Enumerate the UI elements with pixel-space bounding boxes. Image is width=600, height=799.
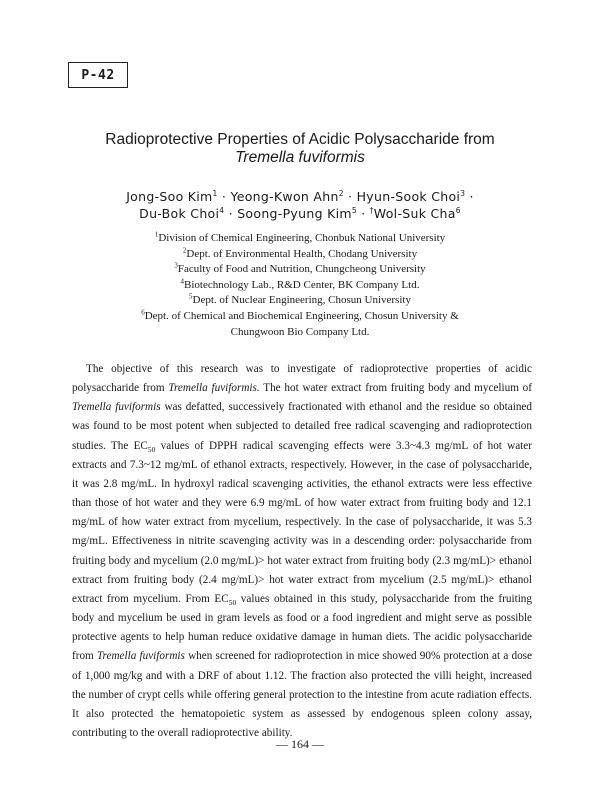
poster-id-box: P-42 bbox=[68, 62, 128, 88]
affiliation-text: Faculty of Food and Nutrition, Chungcheong University bbox=[177, 263, 426, 276]
page-number: — 164 — bbox=[276, 737, 324, 751]
affiliation-text: Dept. of Environmental Health, Chodang University bbox=[186, 247, 418, 260]
author-name: Jong-Soo Kim bbox=[126, 189, 213, 204]
affiliation-line bbox=[110, 278, 490, 294]
affiliation-text: Chungwoon Bio Company Ltd. bbox=[230, 325, 370, 338]
affiliation-sup: 3 bbox=[174, 261, 178, 270]
affiliation-sup: 5 bbox=[189, 292, 193, 301]
affiliation-line bbox=[110, 309, 490, 325]
affiliation-sup: 2 bbox=[182, 245, 187, 254]
affiliation-sup: 1 bbox=[154, 230, 159, 239]
author-name: Hyun-Sook Choi bbox=[356, 189, 461, 204]
subscript: 50 bbox=[147, 444, 156, 454]
abstract-text: was defatted, successively fractionated with ethanol and the residue so obtained was found to be most potent when subjected to detailed free radical scavenging and radioprotection studies. The EC bbox=[72, 401, 532, 452]
affiliation-line bbox=[110, 293, 490, 309]
subscript: 50 bbox=[228, 598, 237, 608]
abstract-text: values obtained in this study, polysaccharide from the fruiting body and mycelium be used in gram levels as food or a food ingredient and might serve as possible protective agents to help human reduce oxidative damage in human diets. The acidic polysaccharide from bbox=[72, 592, 532, 663]
abstract-text: when screened for radioprotection in mice showed 90% protection at a dose of 1,000 mg/kg and with a DRF of about 1.12. The fraction also protected the villi height, increased the number of crypt cells while offering general protection to the intestine from acute radiation effects. It also protected the hematopoietic system as assessed by endogenous spleen colony assay, contributing to the overall radioprotective ability. bbox=[72, 650, 532, 739]
author-separator: · bbox=[465, 189, 474, 204]
title-line-1: Radioprotective Properties of Acidic Polysaccharide from bbox=[105, 131, 495, 148]
affiliation-sup: 6 bbox=[141, 308, 145, 317]
author-separator: · bbox=[224, 206, 238, 221]
authors-line-2 bbox=[60, 206, 540, 221]
author-sup: 6 bbox=[455, 205, 461, 215]
affiliation-text: Dept. of Nuclear Engineering, Chosun University bbox=[192, 294, 411, 307]
author-sup: 2 bbox=[338, 188, 344, 198]
abstract-text: The hot water extract from fruiting body and mycelium of bbox=[259, 382, 532, 395]
affiliation-line bbox=[110, 231, 490, 247]
author-sup: 5 bbox=[351, 205, 357, 215]
author-name: Soong-Pyung Kim bbox=[237, 206, 352, 221]
title-line-2: Tremella fuviformis bbox=[235, 149, 365, 166]
affiliation-line bbox=[110, 325, 490, 341]
affiliations bbox=[110, 231, 490, 340]
affiliation-text: Biotechnology Lab., R&D Center, BK Company Ltd. bbox=[184, 278, 420, 291]
species-name: Tremella fuviformis bbox=[96, 650, 185, 663]
author-sup: 1 bbox=[212, 188, 218, 198]
affiliation-text: Dept. of Chemical and Biochemical Engineering, Chosun University & bbox=[144, 309, 459, 322]
abstract-paragraph bbox=[72, 360, 532, 743]
author-sup: 4 bbox=[219, 205, 225, 215]
author-name: Du-Bok Choi bbox=[139, 206, 220, 221]
affiliation-line bbox=[110, 247, 490, 263]
authors-line-1 bbox=[60, 189, 540, 204]
affiliation-text: Division of Chemical Engineering, Chonbuk National University bbox=[158, 232, 446, 244]
species-name: Tremella fuviformis bbox=[72, 401, 161, 414]
author-name: Yeong-Kwon Ahn bbox=[230, 189, 339, 204]
author-sup: 3 bbox=[460, 188, 466, 198]
author-separator: · bbox=[356, 206, 370, 221]
affiliation-line bbox=[110, 262, 490, 278]
abstract-text: The objective of this research was to investigate of radioprotective properties of acidic polysaccharide from bbox=[72, 363, 532, 395]
author-name: Wol-Suk Cha bbox=[373, 206, 456, 221]
species-name: Tremella fuviformis. bbox=[168, 382, 260, 395]
author-separator: · bbox=[217, 189, 231, 204]
author-separator: · bbox=[343, 189, 357, 204]
affiliation-sup: 4 bbox=[180, 277, 185, 286]
abstract-text: values of DPPH radical scavenging effects were 3.3~4.3 mg/mL of hot water extracts and 7.3~12 mg/mL of ethanol extracts, respectively. However, in the case of polysaccharide, it was 2.8 mg/mL. In hydroxyl radical scavenging activities, the ethanol extracts were less effective than those of hot water and they were 6.9 mg/mL of how water extract from fruiting body and 12.1 mg/mL of how water extract from mycelium, respectively. In the case of polysaccharide, it was 5.3 mg/mL. Effectiveness in nitrite scavenging activity was in a descending order: polysaccharide from fruiting body and mycelium (2.0 mg/mL)> hot water extract from fruiting body (2.3 mg/mL)> ethanol extract from fruiting body (2.4 mg/mL)> hot water extract from mycelium (2.5 mg/mL)> ethanol extract from mycelium. From EC bbox=[72, 439, 532, 605]
corresponding-mark: † bbox=[369, 205, 374, 215]
